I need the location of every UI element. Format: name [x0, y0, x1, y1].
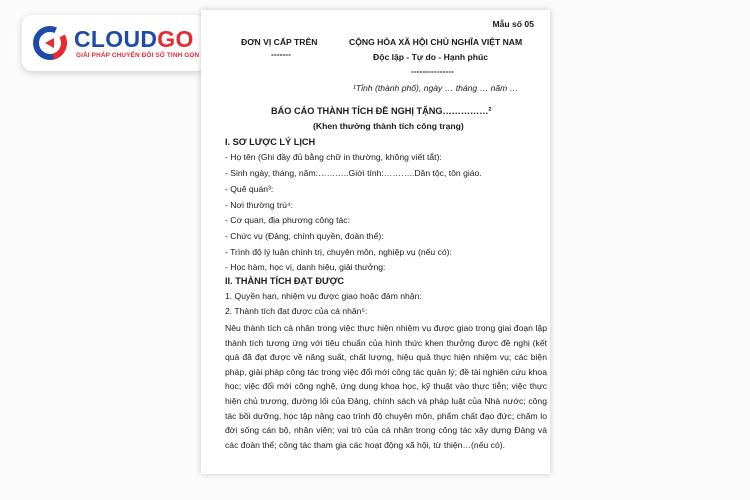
place-date-line: ¹Tỉnh (thành phố), ngày … tháng … năm …	[353, 83, 519, 93]
profile-item: - Sinh ngày, tháng, năm:………..Giới tính:………..Dân tộc, tôn giáo.	[225, 168, 482, 178]
form-number: Mẫu số 05	[492, 19, 534, 29]
profile-item: - Nơi thường trú⁴:	[225, 200, 293, 210]
document-page	[201, 10, 550, 474]
brand-name-part1: CLOUD	[74, 26, 158, 52]
national-motto: Độc lập - Tự do - Hạnh phúc	[373, 52, 489, 62]
profile-item: - Học hàm, học vị, danh hiệu, giải thưởng:	[225, 262, 386, 272]
achievement-description: Nêu thành tích cá nhân trong việc thực hiện nhiệm vụ được giao trong giai đoạn lập thành tích tương ứng với tiêu chuẩn của hình thức khen thưởng được đề nghị (kết quả đã đạt được về năng suất, chất lượng, hiệu quả thực hiện nhiệm vụ; các biện pháp, giải pháp công tác trong việc đổi mới công tác quản lý; đề tài nghiên cứu khoa học; việc đổi mới công nghệ, ứng dụng khoa học, kỹ thuật vào thực tiễn; việc thực hiện chủ trương, đường lối của Đảng, chính sách và pháp luật của Nhà nước; công tác bồi dưỡng, học tập nâng cao trình độ chuyên môn, phẩm chất đạo đức; chăm lo đời sống cán bộ, nhân viên; vai trò của cá nhân trong công tác xây dựng Đảng và các đoàn thể; công tác tham gia các hoạt động xã hội, từ thiện…(nếu có).	[225, 323, 547, 450]
profile-item: - Trình độ lý luận chính trị, chuyên môn, nghiệp vụ (nếu có):	[225, 247, 452, 257]
brand-name	[74, 27, 194, 51]
motto-divider: ---------------	[411, 66, 454, 76]
brand-name-part2: GO	[157, 26, 194, 52]
agency-divider: -------	[271, 49, 292, 59]
profile-item: - Quê quán³:	[225, 184, 274, 194]
cloudgo-logo[interactable]	[22, 15, 206, 71]
achievement-item: 1. Quyền hạn, nhiệm vụ được giao hoặc đảm nhận:	[225, 291, 422, 301]
section-1-heading: I. SƠ LƯỢC LÝ LỊCH	[225, 137, 316, 147]
section-2-heading: II. THÀNH TÍCH ĐẠT ĐƯỢC	[225, 276, 345, 286]
brand-tagline: GIẢI PHÁP CHUYỂN ĐỔI SỐ TINH GỌN	[76, 52, 200, 59]
profile-item: - Họ tên (Ghi đầy đủ bằng chữ in thường, không viết tắt):	[225, 152, 442, 162]
cloudgo-mark-icon	[32, 25, 68, 61]
profile-item: - Cơ quan, địa phương công tác:	[225, 215, 350, 225]
profile-item: - Chức vụ (Đảng, chính quyền, đoàn thể):	[225, 231, 384, 241]
achievement-item: 2. Thành tích đạt được của cá nhân⁵:	[225, 306, 368, 316]
agency-name: ĐƠN VỊ CẤP TRÊN	[241, 37, 318, 47]
report-title: BÁO CÁO THÀNH TÍCH ĐỀ NGHỊ TẶNG……………²	[271, 106, 492, 116]
nation-heading: CỘNG HÒA XÃ HỘI CHỦ NGHĨA VIỆT NAM	[349, 37, 523, 47]
report-subtitle: (Khen thưởng thành tích công trạng)	[313, 121, 464, 131]
